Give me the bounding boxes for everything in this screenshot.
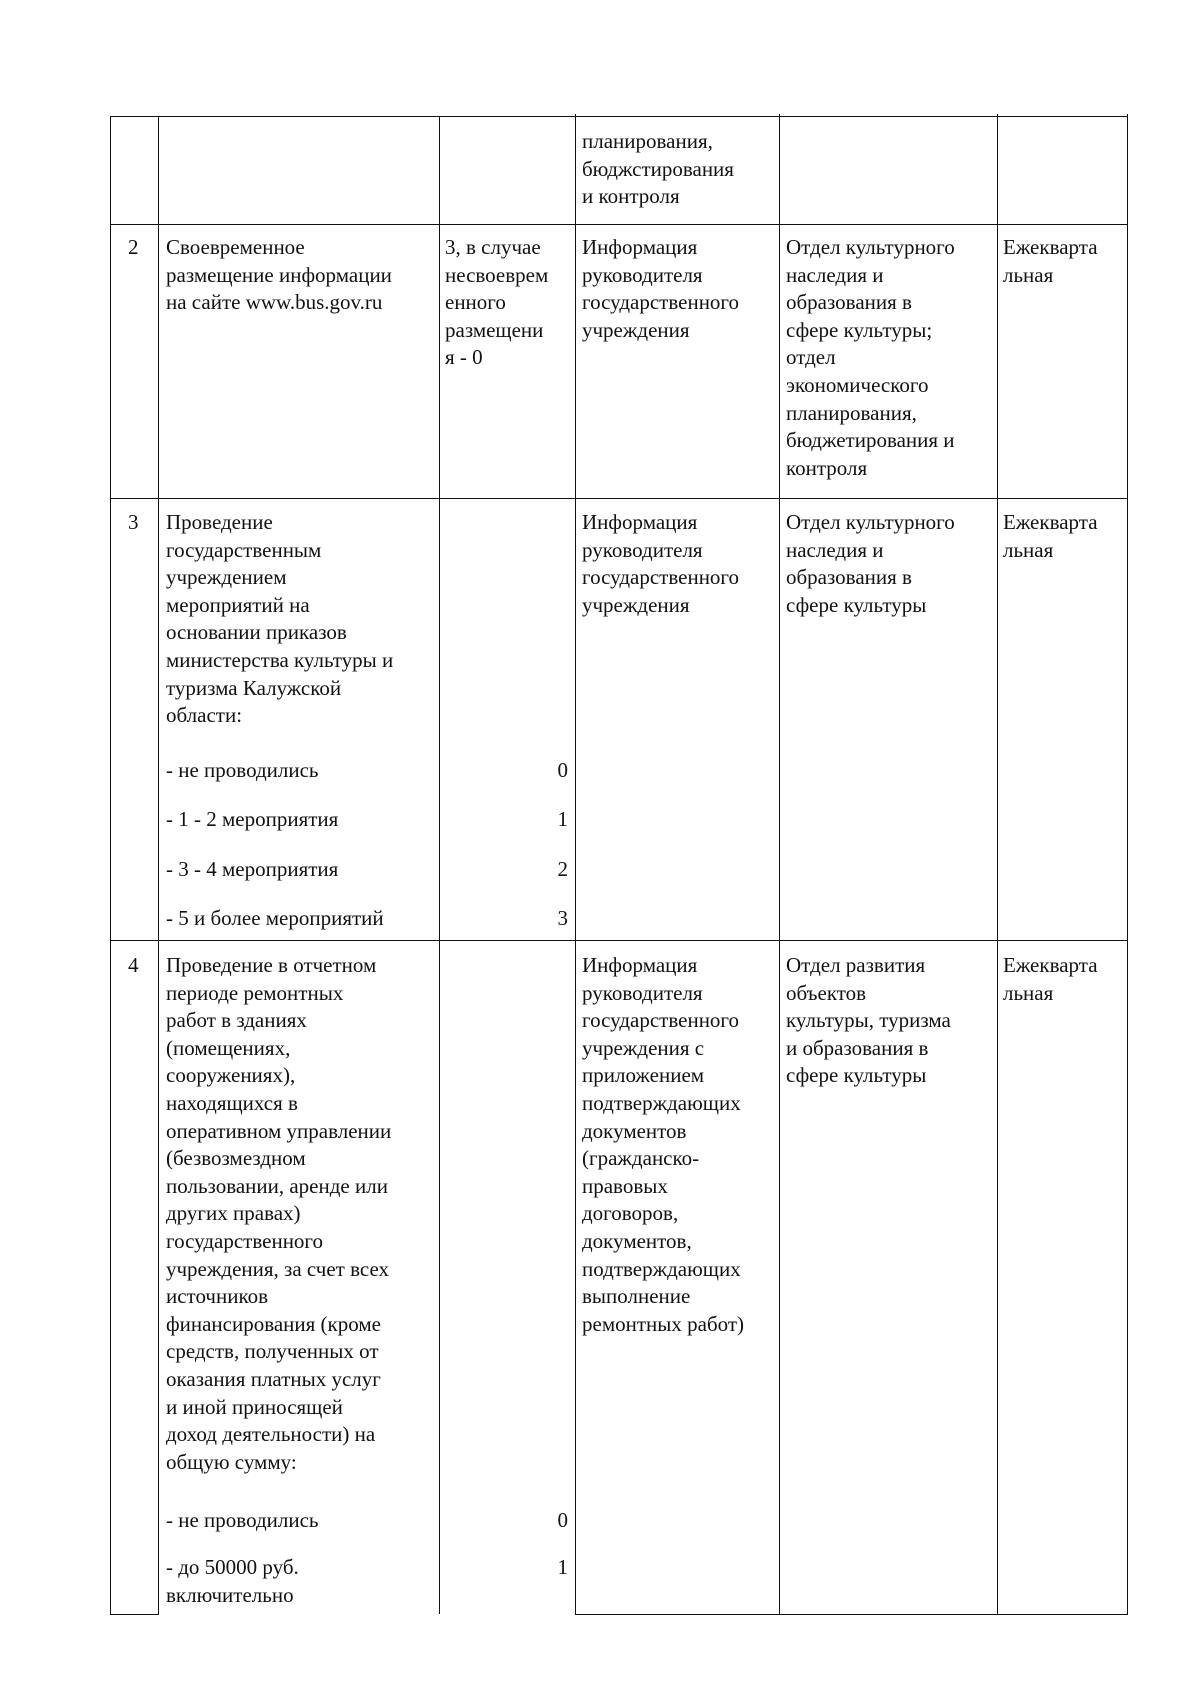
row-4-option-label: - до 50000 руб. включительно	[166, 1555, 299, 1607]
row-divider-1	[110, 224, 1128, 225]
column-divider-4	[779, 114, 780, 1614]
row-2-number: 2	[128, 235, 139, 259]
row-2-source: Информация руководителя государственного учреждения	[582, 235, 740, 342]
row-3-indicator: Проведение государственным учреждением мероприятий на основании приказов министерства культуры и туризма Калужской области:	[166, 510, 394, 728]
row-divider-3	[110, 940, 1128, 941]
row-3-number: 3	[128, 510, 139, 534]
row-3-option-score: 1	[557, 807, 568, 831]
row-3-source: Информация руководителя государственного учреждения	[582, 510, 740, 617]
row-3-option-score: 2	[557, 857, 568, 881]
row-3-option-label: - 5 и более мероприятий	[166, 906, 384, 930]
row-2-period: Ежекварта льная	[1003, 235, 1098, 287]
table-border-left	[110, 117, 111, 1614]
column-divider-5	[997, 114, 998, 1614]
row-2-score: 3, в случае несвоеврем енного размещени я - 0	[445, 235, 549, 370]
row-3-option-score: 0	[557, 758, 568, 782]
row-3-option-label: - не проводились	[166, 758, 319, 782]
table-border-bottom-right	[575, 1614, 1128, 1615]
row-4-option-label: - не проводились	[166, 1508, 319, 1532]
row-3-period: Ежекварта льная	[1003, 510, 1098, 562]
row-2-indicator: Своевременное размещение информации на сайте www.bus.gov.ru	[166, 235, 392, 315]
row-4-option-score: 1	[557, 1555, 568, 1579]
row-4-responsible: Отдел развития объектов культуры, туризма и образования в сфере культуры	[786, 953, 951, 1088]
table-border-right	[1127, 114, 1128, 1614]
column-divider-2	[439, 117, 440, 1614]
row-2-responsible: Отдел культурного наследия и образования в сфере культуры; отдел экономического планирования, бюджетирования и контроля	[786, 235, 955, 480]
row-4-period: Ежекварта льная	[1003, 953, 1098, 1005]
row-3-option-label: - 1 - 2 мероприятия	[166, 807, 339, 831]
row-3-option-label: - 3 - 4 мероприятия	[166, 857, 339, 881]
table-border-bottom-left	[110, 1614, 159, 1615]
row-3-responsible: Отдел культурного наследия и образования в сфере культуры	[786, 510, 955, 617]
row-divider-2	[110, 498, 1128, 499]
row-4-option-score: 0	[557, 1508, 568, 1532]
column-divider-1	[158, 117, 159, 1614]
row-1-source: планирования, бюджстирования и контроля	[582, 129, 734, 209]
row-3-option-score: 3	[557, 906, 568, 930]
row-4-source: Информация руководителя государственного учреждения с приложением подтверждающих документов (гражданско- правовых договоров, документов, подтверждающих выполнение ремонтных работ)	[582, 953, 745, 1336]
row-4-number: 4	[128, 953, 139, 977]
table-border-top	[110, 116, 1128, 117]
row-4-indicator: Проведение в отчетном периоде ремонтных работ в зданиях (помещениях, сооружениях), находящихся в оперативном управлении (безвозмездном пользовании, аренде или других правах) государственного учреждения, за счет всех источников финансирования (кроме средств, полученных от оказания платных услуг и иной приносящей доход деятельности) на общую сумму:	[166, 953, 392, 1474]
column-divider-3	[575, 114, 576, 1614]
